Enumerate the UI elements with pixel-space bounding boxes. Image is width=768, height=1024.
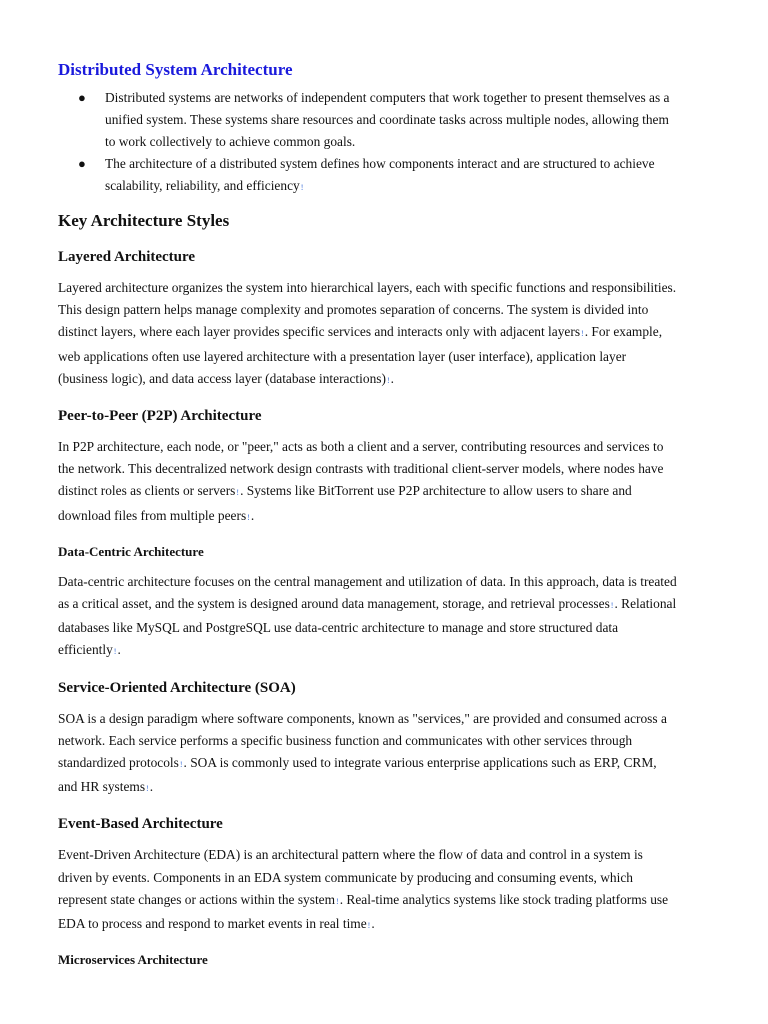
paragraph-text: . Relational databases like MySQL and PostgreSQL use data-centric architecture to manage and store structured data efficiently [58, 596, 677, 658]
bullet-text: The architecture of a distributed system defines how components interact and are structured to achieve scalability, reliability, and efficiency [105, 156, 655, 193]
document-page [58, 56, 678, 969]
datacentric-paragraph [58, 571, 678, 664]
soa-heading: Service-Oriented Architecture (SOA) [58, 679, 296, 696]
paragraph-text: Layered architecture organizes the system into hierarchical layers, each with specific functions and responsibilities. This design pattern helps manage complexity and promotes separation of concerns. The system is divided into distinct layers, where each layer provides specific services and interacts only with adjacent layers [58, 280, 677, 340]
bullet-icon: ● [78, 90, 86, 105]
eda-paragraph [58, 844, 678, 937]
bullet-text: Distributed systems are networks of independent computers that work together to present themselves as a unified system. These systems share resources and coordinate tasks across multiple nodes, allowing them to work collectively to achieve common goals. [105, 90, 670, 149]
citation-link[interactable]: ! [179, 760, 183, 770]
paragraph-text: . [250, 507, 255, 523]
list-item [58, 153, 678, 199]
p2p-heading: Peer-to-Peer (P2P) Architecture [58, 408, 262, 425]
soa-paragraph [58, 708, 678, 801]
eda-heading: Event-Based Architecture [58, 816, 223, 833]
paragraph-text: . SOA is commonly used to integrate various enterprise applications such as ERP, CRM, and HR systems [58, 755, 657, 795]
paragraph-text: . [371, 916, 375, 932]
section-heading: Key Architecture Styles [58, 211, 230, 230]
citation-link[interactable]: ! [300, 183, 304, 192]
document-title: Distributed System Architecture [58, 60, 293, 79]
paragraph-text: . [149, 779, 154, 795]
citation-link[interactable]: ! [113, 647, 117, 657]
paragraph-text: . [390, 370, 394, 386]
paragraph-text: . [117, 642, 121, 658]
intro-bullet-list [58, 87, 678, 199]
citation-link[interactable]: ! [610, 601, 614, 611]
paragraph-text: In P2P architecture, each node, or "peer," acts as both a client and a server, contributing resources and services to the network. This decentralized network design contrasts with traditional client-server models, where nodes have distinct roles as clients or servers [58, 439, 664, 499]
paragraph-text: . Real-time analytics systems like stock trading platforms use EDA to process and respond to market events in real time [58, 891, 669, 932]
layered-heading: Layered Architecture [58, 249, 196, 265]
citation-link[interactable]: ! [336, 896, 339, 906]
p2p-paragraph [58, 436, 678, 529]
bullet-icon: ● [78, 156, 86, 171]
paragraph-text: . For example, web applications often use layered architecture with a presentation layer (user interface), application layer (business logic), and data access layer (database interactions) [58, 324, 663, 386]
paragraph-text: . Systems like BitTorrent use P2P architecture to allow users to share and download files from multiple peers [58, 483, 632, 523]
paragraph-text: Data-centric architecture focuses on the central management and utilization of data. In this approach, data is treated as a critical asset, and the system is designed around data management, storage, and retrieval processes [58, 573, 677, 612]
citation-link[interactable]: ! [386, 375, 390, 385]
paragraph-text: Event-Driven Architecture (EDA) is an architectural pattern where the flow of data and control in a system is driven by events. Components in an EDA system communicate by producing and consuming events, which represent state changes or actions within the system [58, 847, 643, 907]
citation-link[interactable]: ! [367, 921, 371, 931]
citation-link[interactable]: ! [146, 784, 149, 794]
citation-link[interactable]: ! [236, 488, 240, 498]
citation-link[interactable]: ! [581, 329, 584, 339]
datacentric-heading: Data-Centric Architecture [58, 543, 204, 559]
layered-paragraph [58, 277, 678, 392]
list-item [58, 87, 678, 153]
microservices-heading: Microservices Architecture [58, 952, 208, 968]
citation-link[interactable]: ! [247, 512, 250, 522]
paragraph-text: SOA is a design paradigm where software components, known as "services," are provided and consumed across a network. Each service performs a specific business function and communicates with other services through standardized protocols [58, 710, 667, 771]
